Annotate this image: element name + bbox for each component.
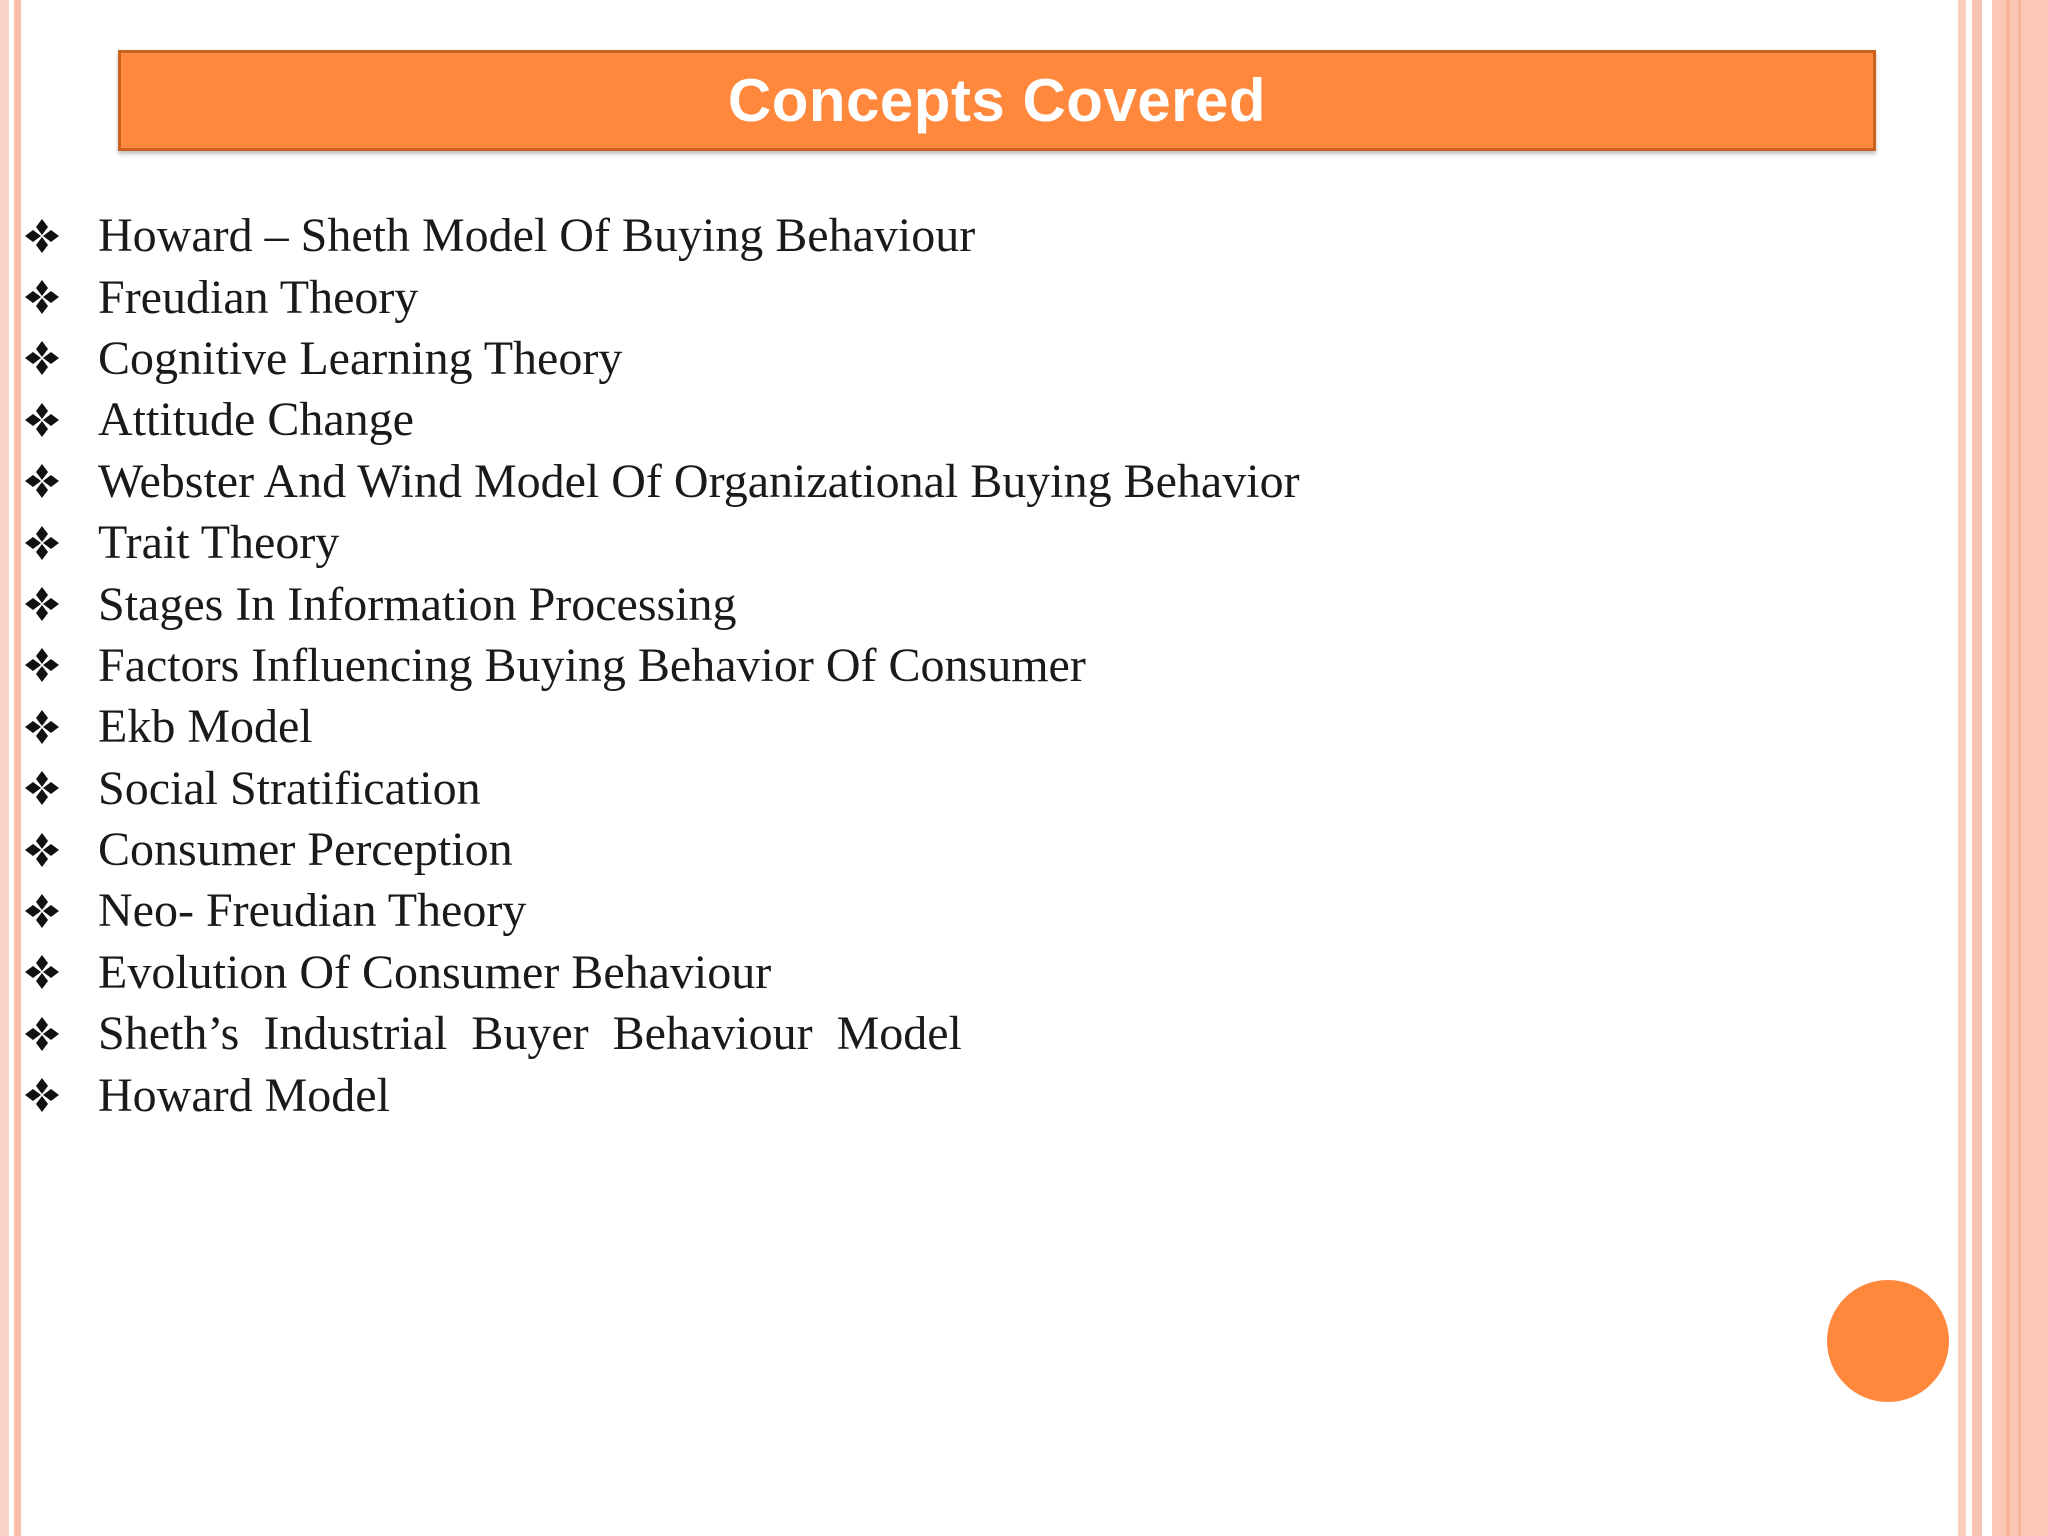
list-item [24,389,1300,450]
list-item-text: Stages In Information Processing [98,577,737,631]
right-border-line [2006,0,2010,1536]
right-border-gap [1982,0,1992,1536]
right-border-stripe [1958,0,1966,1536]
list-item-text: Webster And Wind Model Of Organizational Buying Behavior [98,454,1300,508]
four-diamond-bullet-icon [24,770,98,806]
list-item-text: Ekb Model [98,700,313,754]
list-item-text: Social Stratification [98,761,481,815]
four-diamond-bullet-icon [24,709,98,745]
four-diamond-bullet-icon [24,279,98,315]
list-item-text: Howard – Sheth Model Of Buying Behaviour [98,209,976,263]
list-item [24,696,1300,757]
list-item [24,451,1300,512]
list-item [24,266,1300,327]
list-item-text: Evolution Of Consumer Behaviour [98,945,772,999]
list-item-text: Consumer Perception [98,823,513,877]
list-item-text: Cognitive Learning Theory [98,331,623,385]
decorative-circle [1827,1280,1949,1402]
list-item [24,635,1300,696]
list-item-text: Attitude Change [98,393,414,447]
right-border-line [2018,0,2021,1536]
four-diamond-bullet-icon [24,218,98,254]
four-diamond-bullet-icon [24,893,98,929]
concept-list [24,205,1300,1126]
right-border-stripe [1972,0,1982,1536]
list-item [24,758,1300,819]
list-item [24,880,1300,941]
list-item-text: Sheth’s Industrial Buyer Behaviour Model [98,1007,962,1061]
four-diamond-bullet-icon [24,954,98,990]
list-item-text: Factors Influencing Buying Behavior Of Consumer [98,638,1086,692]
four-diamond-bullet-icon [24,832,98,868]
left-border-stripe-inner [14,0,21,1536]
four-diamond-bullet-icon [24,525,98,561]
four-diamond-bullet-icon [24,1016,98,1052]
list-item [24,512,1300,573]
list-item [24,1064,1300,1125]
list-item-text: Neo- Freudian Theory [98,884,527,938]
list-item [24,819,1300,880]
title-banner [118,50,1876,151]
four-diamond-bullet-icon [24,402,98,438]
list-item-text: Freudian Theory [98,270,419,324]
four-diamond-bullet-icon [24,340,98,376]
list-item [24,1003,1300,1064]
four-diamond-bullet-icon [24,463,98,499]
left-border-stripe [0,0,9,1536]
list-item [24,205,1300,266]
four-diamond-bullet-icon [24,1077,98,1113]
four-diamond-bullet-icon [24,647,98,683]
four-diamond-bullet-icon [24,586,98,622]
list-item-text: Howard Model [98,1068,390,1122]
list-item-text: Trait Theory [98,516,340,570]
list-item [24,942,1300,1003]
list-item [24,328,1300,389]
slide-title: Concepts Covered [727,67,1267,134]
list-item [24,573,1300,634]
